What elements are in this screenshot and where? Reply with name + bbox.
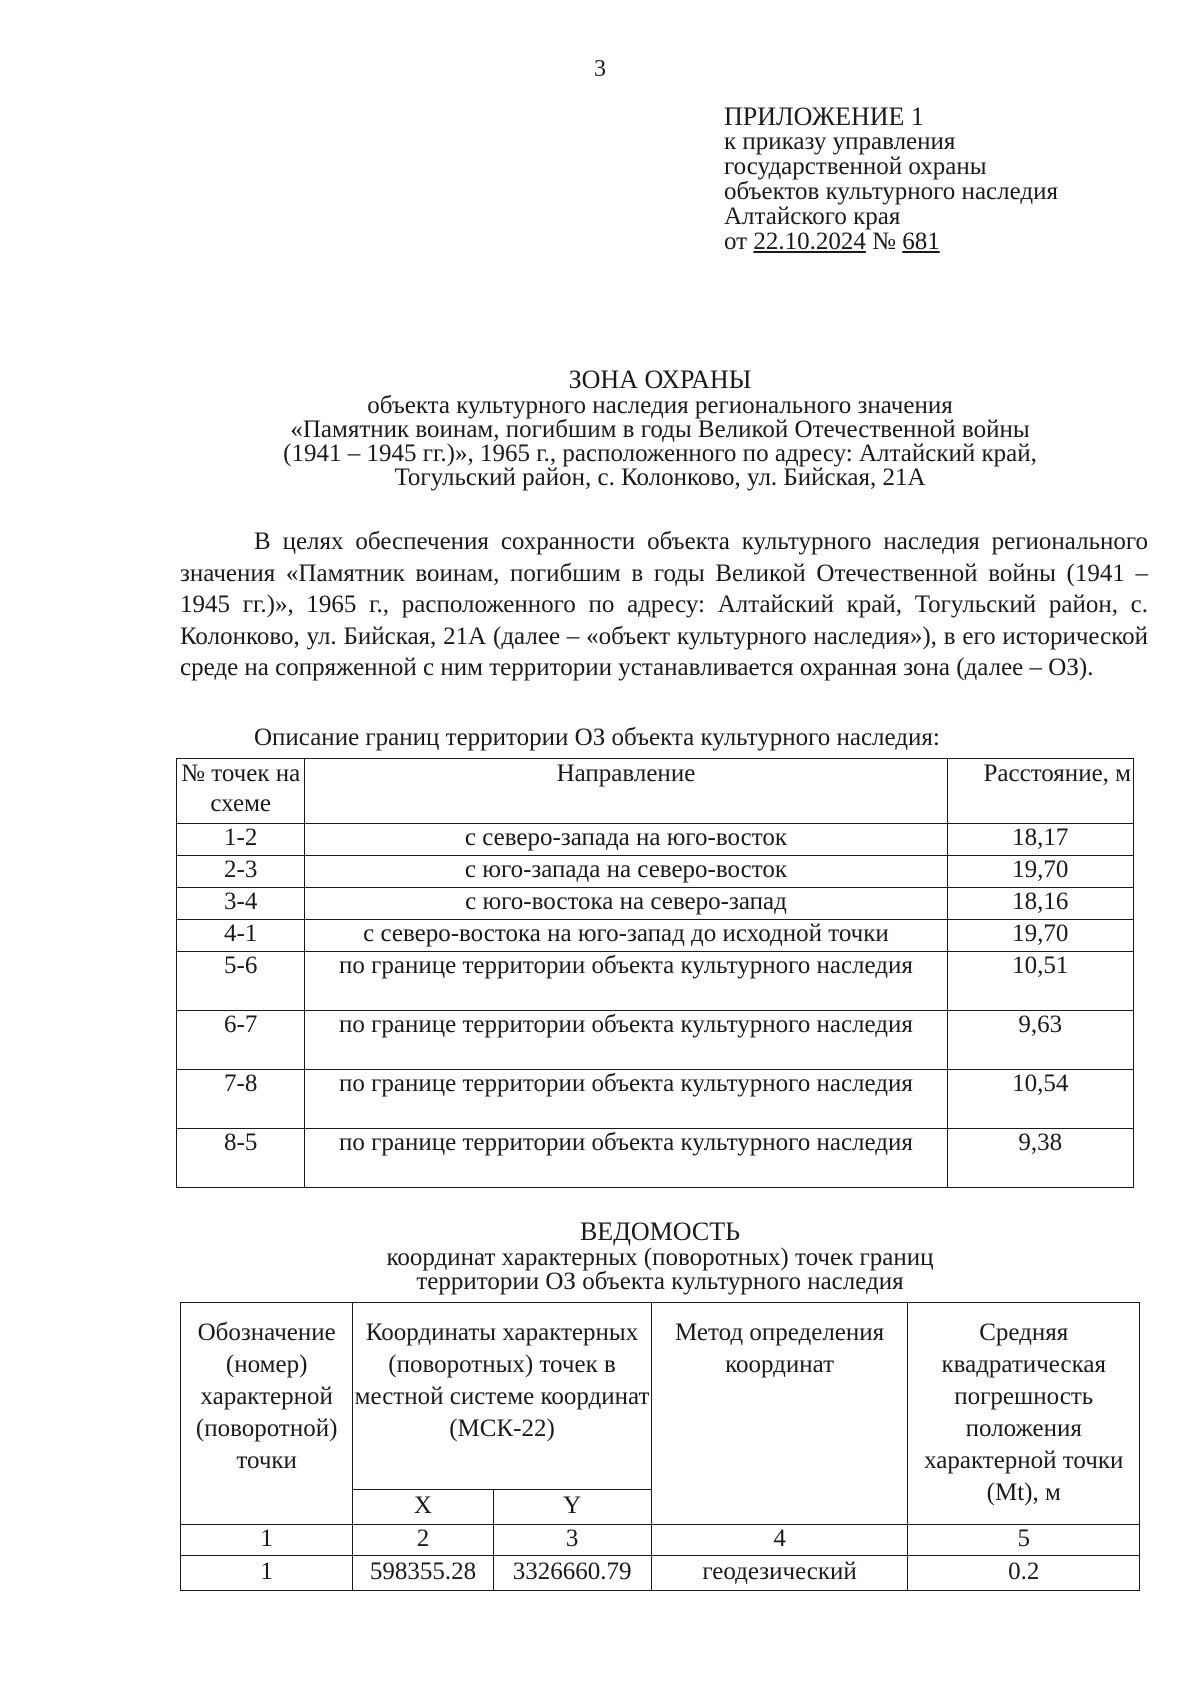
cell-direction: по границе территории объекта культурного наследия <box>305 1070 947 1129</box>
cell-direction: с юго-востока на северо-запад <box>305 888 947 920</box>
cell-points: 3-4 <box>177 888 305 920</box>
table-row <box>177 888 1134 920</box>
table-row <box>177 1129 1134 1188</box>
zone-subtitle-line: (1941 – 1945 гг.)», 1965 г., расположенного по адресу: Алтайский край, <box>283 440 1037 467</box>
index-cell: 1 <box>181 1525 353 1556</box>
header-x: X <box>353 1490 493 1525</box>
coords-header-row <box>181 1303 1140 1490</box>
table-row <box>177 920 1134 952</box>
header-point-designation: Обозначение (номер) характерной (поворотной) точки <box>181 1303 353 1525</box>
index-cell: 4 <box>651 1525 908 1556</box>
cell-direction: по границе территории объекта культурного наследия <box>305 952 947 1011</box>
boundary-header-row <box>177 759 1134 824</box>
appendix-date-line <box>724 229 1164 254</box>
cell-method: геодезический <box>651 1556 908 1591</box>
table-row <box>181 1556 1140 1591</box>
cell-points: 6-7 <box>177 1011 305 1070</box>
statement-title: ВЕДОМОСТЬ <box>579 1217 741 1246</box>
cell-points: 4-1 <box>177 920 305 952</box>
header-distance: Расстояние, м <box>947 759 1133 824</box>
cell-point: 1 <box>181 1556 353 1591</box>
cell-distance: 9,38 <box>947 1129 1133 1188</box>
index-cell: 3 <box>493 1525 651 1556</box>
cell-direction: с юго-запада на северо-восток <box>305 856 947 888</box>
header-y: Y <box>493 1490 651 1525</box>
table-row <box>177 1070 1134 1129</box>
header-coordinates: Координаты характерных (поворотных) точек в местной системе координат (МСК-22) <box>353 1303 651 1490</box>
zone-subtitle-line: объекта культурного наследия регионального значения <box>367 392 953 419</box>
appendix-line: государственной охраны <box>724 153 987 180</box>
appendix-line: объектов культурного наследия <box>724 178 1058 205</box>
cell-distance: 18,16 <box>947 888 1133 920</box>
coords-index-row <box>181 1525 1140 1556</box>
order-number: 681 <box>902 228 940 255</box>
boundary-table <box>176 758 1134 1188</box>
header-direction: Направление <box>305 759 947 824</box>
statement-subtitle-line: координат характерных (поворотных) точек границ <box>386 1244 934 1271</box>
zone-header <box>180 366 1140 490</box>
appendix-line: к приказу управления <box>724 128 956 155</box>
header-points: № точек на схеме <box>177 759 305 824</box>
cell-error: 0.2 <box>908 1556 1140 1591</box>
appendix-title: ПРИЛОЖЕНИЕ 1 <box>724 102 924 131</box>
cell-distance: 19,70 <box>947 856 1133 888</box>
appendix-block <box>724 104 1164 254</box>
cell-x: 598355.28 <box>353 1556 493 1591</box>
cell-direction: с северо-запада на юго-восток <box>305 824 947 856</box>
zone-subtitle-line: «Памятник воинам, погибшим в годы Великой Отечественной войны <box>290 416 1030 443</box>
statement-subtitle-line: территории ОЗ объекта культурного наследия <box>416 1268 904 1295</box>
order-date: 22.10.2024 <box>753 228 866 255</box>
table-row <box>177 1011 1134 1070</box>
cell-points: 2-3 <box>177 856 305 888</box>
cell-direction: по границе территории объекта культурного наследия <box>305 1011 947 1070</box>
cell-points: 7-8 <box>177 1070 305 1129</box>
appendix-line: Алтайского края <box>724 203 901 230</box>
cell-distance: 10,51 <box>947 952 1133 1011</box>
cell-points: 5-6 <box>177 952 305 1011</box>
cell-distance: 9,63 <box>947 1011 1133 1070</box>
cell-points: 8-5 <box>177 1129 305 1188</box>
index-cell: 2 <box>353 1525 493 1556</box>
cell-direction: по границе территории объекта культурного наследия <box>305 1129 947 1188</box>
page-number: 3 <box>594 56 606 82</box>
header-error: Средняя квадратическая погрешность положения характерной точки (Mt), м <box>908 1303 1140 1525</box>
cell-y: 3326660.79 <box>493 1556 651 1591</box>
index-cell: 5 <box>908 1525 1140 1556</box>
date-prefix: от <box>724 228 754 255</box>
boundary-description: Описание границ территории ОЗ объекта культурного наследия: <box>254 724 940 751</box>
cell-distance: 19,70 <box>947 920 1133 952</box>
number-prefix: № <box>865 228 903 255</box>
table-row <box>177 856 1134 888</box>
body-paragraph: В целях обеспечения сохранности объекта культурного наследия регионального значения «Памятник воинам, погибшим в годы Великой Отечественной войны (1941 – 1945 гг.)», 1965 г., расположенного по адресу: Алтайский край, Тогульский район, с. Колонково, ул. Бийская, 21А (далее – «объект культурного наследия»), в его исторической среде на сопряженной с ним территории устанавливается охранная зона (далее – ОЗ). <box>180 528 1148 681</box>
cell-points: 1-2 <box>177 824 305 856</box>
coordinates-table <box>180 1302 1140 1591</box>
statement-header <box>180 1218 1140 1294</box>
cell-distance: 10,54 <box>947 1070 1133 1129</box>
header-method: Метод определения координат <box>651 1303 908 1525</box>
zone-subtitle-line: Тогульский район, с. Колонково, ул. Бийская, 21А <box>394 464 926 491</box>
zone-title: ЗОНА ОХРАНЫ <box>568 365 752 394</box>
table-row <box>177 952 1134 1011</box>
cell-direction: с северо-востока на юго-запад до исходной точки <box>305 920 947 952</box>
cell-distance: 18,17 <box>947 824 1133 856</box>
table-row <box>177 824 1134 856</box>
